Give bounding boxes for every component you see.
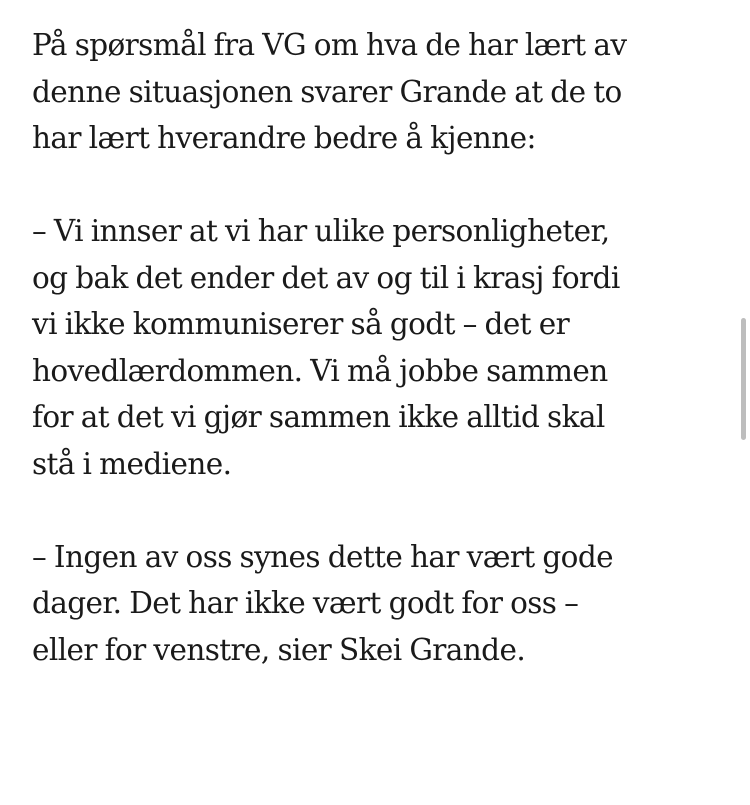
text-line: for at det vi gjør sammen ikke alltid skal (32, 400, 605, 434)
text-line: – Ingen av oss synes dette har vært gode (32, 539, 613, 574)
text-line: har lært hverandre bedre å kjenne: (32, 121, 536, 155)
text-line: vi ikke kommuniserer så godt – det er (32, 307, 570, 341)
text-line: hovedlærdommen. Vi må jobbe sammen (32, 353, 608, 388)
article-body (32, 22, 722, 673)
text-line: På spørsmål fra VG om hva de har lært av (32, 28, 627, 62)
text-line: eller for venstre, sier Skei Grande. (32, 632, 526, 667)
text-line: og bak det ender det av og til i krasj fordi (32, 260, 620, 295)
paragraph-quote-2 (32, 534, 722, 674)
text-line: – Vi innser at vi har ulike personligheter, (32, 214, 610, 248)
scrollbar-thumb[interactable] (741, 318, 746, 440)
paragraph-intro (32, 22, 722, 162)
paragraph-quote-1 (32, 208, 722, 487)
text-line: stå i mediene. (32, 446, 232, 481)
text-line: denne situasjonen svarer Grande at de to (32, 74, 622, 109)
text-line: dager. Det har ikke vært godt for oss – (32, 586, 579, 620)
